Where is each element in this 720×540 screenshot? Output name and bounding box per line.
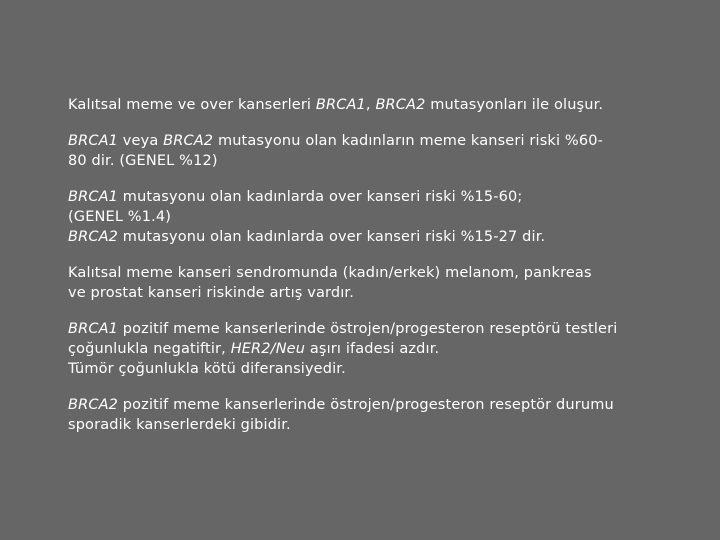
text-line <box>68 151 688 171</box>
text-line <box>68 339 688 359</box>
slide-text-body <box>68 95 688 451</box>
text-line <box>68 263 688 283</box>
italic-term: HER2/Neu <box>230 341 306 357</box>
text-line <box>68 415 688 435</box>
paragraph-4 <box>68 263 688 303</box>
paragraph-6 <box>68 395 688 435</box>
text-line <box>68 95 688 115</box>
italic-term: BRCA2 <box>163 133 214 149</box>
text-line <box>68 227 688 247</box>
text-run: aşırı ifadesi azdır. <box>305 341 440 357</box>
paragraph-3 <box>68 187 688 247</box>
paragraph-5 <box>68 319 688 379</box>
text-line <box>68 359 688 379</box>
text-run: ve prostat kanseri riskinde artış vardır. <box>68 285 354 301</box>
italic-term: BRCA1 <box>68 189 119 205</box>
paragraph-2 <box>68 131 688 171</box>
text-run: mutasyonu olan kadınlarda over kanseri riski %15-27 dir. <box>118 229 546 245</box>
text-run: veya <box>118 133 164 149</box>
text-run: pozitif meme kanserlerinde östrojen/progesteron reseptör durumu <box>118 397 614 413</box>
italic-term: BRCA1 <box>68 321 119 337</box>
text-line <box>68 395 688 415</box>
text-line <box>68 283 688 303</box>
italic-term: BRCA2 <box>375 97 426 113</box>
text-run: , <box>365 97 376 113</box>
text-line <box>68 187 688 207</box>
text-run: Tümör çoğunlukla kötü diferansiyedir. <box>68 361 346 377</box>
italic-term: BRCA1 <box>315 97 366 113</box>
text-run: çoğunlukla negatiftir, <box>68 341 231 357</box>
text-run: Kalıtsal meme ve over kanserleri <box>68 97 316 113</box>
text-run: mutasyonu olan kadınlarda over kanseri riski %15-60; <box>118 189 523 205</box>
italic-term: BRCA1 <box>68 133 119 149</box>
text-run: 80 dir. (GENEL %12) <box>68 153 218 169</box>
text-run: Kalıtsal meme kanseri sendromunda (kadın/erkek) melanom, pankreas <box>68 265 592 281</box>
text-run: (GENEL %1.4) <box>68 209 172 225</box>
text-line <box>68 207 688 227</box>
text-run: sporadik kanserlerdeki gibidir. <box>68 417 291 433</box>
italic-term: BRCA2 <box>68 229 119 245</box>
italic-term: BRCA2 <box>68 397 119 413</box>
text-run: mutasyonu olan kadınların meme kanseri riski %60- <box>213 133 603 149</box>
text-line <box>68 319 688 339</box>
paragraph-1 <box>68 95 688 115</box>
text-run: mutasyonları ile oluşur. <box>425 97 604 113</box>
text-line <box>68 131 688 151</box>
text-run: pozitif meme kanserlerinde östrojen/progesteron reseptörü testleri <box>118 321 618 337</box>
